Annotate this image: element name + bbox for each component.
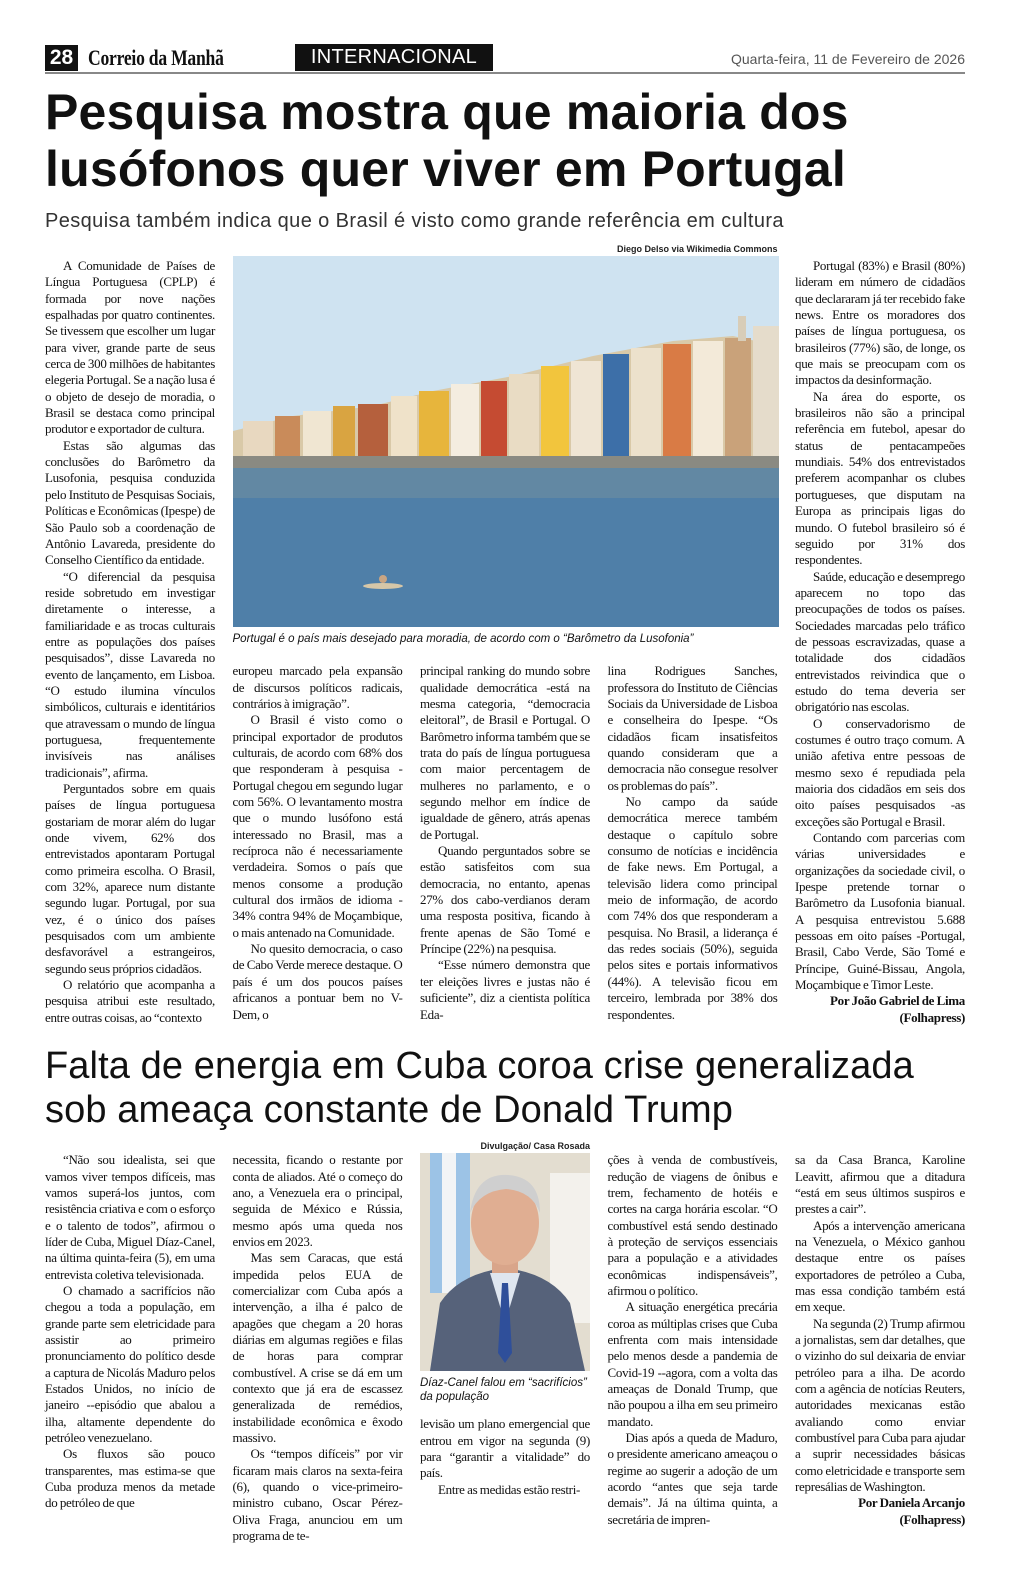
portrait-illustration [420,1153,590,1371]
article2-agency: (Folhapress) [899,1511,965,1527]
paragraph: Dias após a queda de Maduro, o presidente americano ameaçou o regime ao sugerir a adoção de um acordo “antes que seja tarde demais”. Já na última quinta, a secretária de impren- [607,1430,778,1527]
article1-body [45,243,985,1026]
paragraph: “O diferencial da pesquisa reside sobretudo em investigar diretamente o interesse, a familiaridade e as trocas culturais entre as populações dos países pesquisados”, disse Lavareda no evento de lançamento, em Lisboa. “O estudo ilumina vínculos simbólicos, culturais e identitários que atravessam o mundo de língua portuguesa, frequentemente invisíveis nas análises tradicionais”, afirma. [45,568,215,780]
article1-column-4 [608,663,778,1023]
article2-column-5 [795,1140,965,1528]
paragraph: Mas sem Caracas, que está impedida pelos EUA de comercializar com Cuba após a intervenção, a ilha é palco de apagões que chegam a 20 horas diárias em algumas regiões e filas de horas para comprar combustível. A crise se dá em um contexto que já era de escassez generalizada de remédios, instabilidade econômica e êxodo massivo. [232,1250,403,1445]
article1-headline: Pesquisa mostra que maioria dos lusófonos quer viver em Portugal [45,84,849,197]
paragraph: O conservadorismo de costumes é outro traço comum. A união afetiva entre pessoas de mesmo sexo é repudiada pela maioria dos cidadãos em seis dos oito países pesquisados -as exceções são Portugal e Brasil. [795,715,965,829]
article1-subtitle: Pesquisa também indica que o Brasil é visto como grande referência em cultura [45,210,784,232]
article1-agency: (Folhapress) [899,1009,965,1025]
article1-column-5 [795,243,965,1026]
issue-date: Quarta-feira, 11 de Fevereiro de 2026 [731,51,965,67]
porto-riverside-illustration [233,256,779,627]
paragraph: No quesito democracia, o caso de Cabo Verde merece destaque. O país é um dos poucos países africanos a pontuar bem no V-Dem, o [232,941,403,1022]
paragraph: A Comunidade de Países de Língua Portuguesa (CPLP) é formada por nove nações espalhadas por quatro continentes. Se tivessem que escolher um lugar para viver, grande parte de seus cerca de 300 milhões de habitantes elegeria Portugal. Se a nação lusa é o objeto de desejo de moradia, o Brasil se destaca como principal produtor e exportador de cultura. [45,258,215,437]
article1-column-2 [233,663,403,1023]
article2-column-3 [420,1416,590,1498]
paragraph: necessita, ficando o restante por conta de aliados. Até o começo do ano, a Venezuela era o principal, seguida de México e Rússia, mesmo após uma queda nos envios em 2023. [232,1152,403,1249]
paragraph: principal ranking do mundo sobre qualidade democrática -está na mesma categoria, “democracia eleitoral”, de Brasil e Portugal. O Barômetro informa também que se trata do país de língua portuguesa com maior percentagem de mulheres no parlamento, e o segundo melhor em índice de igualdade de gênero, atrás apenas de Portugal. [420,663,590,842]
paragraph: Na área do esporte, os brasileiros não são a principal referência em futebol, apesar do status de pentacampeões mundiais. 54% dos entrevistados preferem acompanhar os clubes portugueses, que disputam na Europa as principais ligas do mundo. O futebol brasileiro só é seguido por 31% dos respondentes. [795,388,965,568]
paragraph: A situação energética precária coroa as múltiplas crises que Cuba enfrenta com mais intensidade pelo menos desde a pandemia de Covid-19 --agora, com a volta das ameaças de Donald Trump, que não poupou a ilha em seu primeiro mandato. [607,1299,778,1429]
paragraph: “Não sou idealista, sei que vamos viver tempos difíceis, mas vamos superá-los juntos, com resistência criativa e com o esforço e o talento de todos”, afirmou o líder de Cuba, Miguel Díaz-Canel, na última quinta-feira (5), em uma entrevista coletiva televisionada. [45,1152,215,1282]
photo-caption: Portugal é o país mais desejado para moradia, de acordo com o “Barômetro da Lusofonia” [232,633,694,645]
article2-photo-column [420,1140,590,1498]
article2-column-2 [233,1140,403,1544]
article1-byline: Por João Gabriel de Lima [830,993,965,1009]
article2-column-5-text [795,1152,965,1495]
article2-body [45,1140,985,1544]
photo-credit: Diego Delso via Wikimedia Commons [617,244,778,254]
section-label: INTERNACIONAL [295,44,493,71]
paragraph: Portugal (83%) e Brasil (80%) lideram em número de cidadãos que declararam já ter recebido fake news. Entre os moradores dos países de língua portuguesa, os brasileiros (77%) são, de longe, os que mais se preocupam com os impactos da desinformação. [795,258,965,388]
article1-column-3 [420,663,590,1023]
paragraph: ções à venda de combustíveis, redução de viagens de ônibus e trem, fechamento de hotéis e cortes na carga horária escolar. “O combustível está sendo destinado à proteção de serviços essenciais para a população e a atividades econômicas indispensáveis”, afirmou o político. [607,1152,778,1298]
paragraph: No campo da saúde democrática merece também destaque o capítulo sobre consumo de notícias e incidência de fake news. Em Portugal, a televisão lidera como principal meio de informação, de acordo com 74% dos que responderam a pesquisa. No Brasil, a liderança é das redes sociais (50%), seguida pelos sites e portais informativos (44%). A televisão ficou em terceiro, lembrada por 38% dos respondentes. [607,794,778,1022]
paragraph: sa da Casa Branca, Karoline Leavitt, afirmou que a ditadura “está em seus últimos suspiros e prestes a cair”. [795,1152,965,1217]
photo-caption: Díaz-Canel falou em “sacrifícios” da população [420,1377,587,1404]
paragraph: Contando com parcerias com várias universidades e organizações da sociedade civil, o Ipespe pretende tornar o Barômetro da Lusofonia bianual. A pesquisa entrevistou 5.688 pessoas em oito países -Portugal, Brasil, Cabo Verde, São Tomé e Príncipe, Guiné-Bissau, Angola, Moçambique e Timor Leste. [795,830,965,993]
article1-column-1 [45,243,215,1026]
paragraph: lina Rodrigues Sanches, professora do Instituto de Ciências Sociais da Universidade de Lisboa e conselheira do Ipespe. “Os cidadãos ficam insatisfeitos quando consideram que a democracia não consegue resolver os problemas do país”. [607,663,778,793]
newspaper-logo: Correio da Manhã [88,45,224,70]
porto-riverside-photo [233,256,779,627]
paragraph: Quando perguntados sobre se estão satisfeitos com sua democracia, no entanto, apenas 27% dos cabo-verdianos deram uma resposta positiva, ficando à frente apenas de São Tomé e Príncipe (22%) na pesquisa. [420,843,590,957]
article2-byline: Por Daniela Arcanjo [858,1495,965,1511]
paragraph: Estas são algumas das conclusões do Barômetro da Lusofonia, pesquisa conduzida pelo Instituto de Pesquisas Sociais, Políticas e Econômicas (Ipespe) de São Paulo sob a coordenação de Antônio Lavareda, presidente do Conselho Científico da entidade. [45,437,215,568]
paragraph: O chamado a sacrifícios não chegou a toda a população, em grande parte sem eletricidade para assistir ao primeiro pronunciamento do político desde a captura de Nicolás Maduro pelos Estados Unidos, no início de janeiro --episódio que abalou a ilha, altamente dependente do petróleo venezuelano. [45,1282,215,1445]
article2-headline: Falta de energia em Cuba coroa crise generalizada sob ameaça constante de Donald Trump [45,1045,914,1132]
paragraph: Após a intervenção americana na Venezuela, o México ganhou destaque entre os países exportadores de petróleo a Cuba, mas essa condição também está em xeque. [795,1217,965,1315]
paragraph: “Esse número demonstra que ter eleições livres e justas não é suficiente”, diz a cientista política Eda- [420,957,590,1022]
paragraph: Na segunda (2) Trump afirmou a jornalistas, sem dar detalhes, que o vizinho do sul deixaria de enviar petróleo para a ilha. De acordo com a agência de notícias Reuters, autoridades mexicanas estão avaliando como enviar combustível para Cuba para ajudar a suprir necessidades básicas como eletricidade e transporte sem represálias de Washington. [795,1315,965,1495]
paragraph: europeu marcado pela expansão de discursos políticos radicais, contrários à imigração”. [232,663,403,711]
paragraph: Entre as medidas estão restri- [438,1481,581,1497]
paragraph: O Brasil é visto como o principal exportador de produtos culturais, de acordo com 68% dos que responderam à pesquisa - Portugal chegou em segundo lugar com 56%. O levantamento mostra que o mundo lusófono está interessado no Brasil, mas a recíproca não é necessariamente verdadeira. Somos o país que menos consome a produção cultural dos irmãos de idioma - 34% contra 94% de Moçambique, o mais antenado na Comunidade. [232,712,403,940]
article2-column-4 [608,1140,778,1528]
page-number: 28 [45,45,78,71]
paragraph: O relatório que acompanha a pesquisa atribui este resultado, entre outras coisas, ao “contexto [45,977,215,1025]
article2-column-1 [45,1140,215,1512]
paragraph: Os fluxos são pouco transparentes, mas estima-se que Cuba produza menos da metade do petróleo de que [45,1446,215,1511]
paragraph: Os “tempos difíceis” por vir ficaram mais claros na sexta-feira (6), quando o vice-primeiro-ministro cubano, Oscar Pérez-Oliva Fraga, anunciou em um programa de te- [232,1446,403,1544]
article1-photo-block [233,243,778,646]
paragraph: Saúde, educação e desemprego aparecem no topo das preocupações de todos os países. Sociedades marcadas pelo tráfico de pessoas escravizadas, quase a totalidade dos cidadãos entrevistados reivindica que o estudo do tema deveria ser obrigatório nas escolas. [795,568,965,715]
diaz-canel-portrait [420,1153,590,1371]
article1-column-5-text [795,258,965,993]
paragraph: levisão um plano emergencial que entrou em vigor na segunda (9) para “garantir a vitalidade” do país. [420,1416,590,1481]
paragraph: Perguntados sobre em quais países de língua portuguesa gostariam de morar além do lugar onde vivem, 62% dos entrevistados apontaram Portugal como primeira escolha. O Brasil, com 32%, aparece num distante segundo lugar. Portugal, por sua vez, é o único dos países pesquisados com um ambiente desfavorável a estrangeiros, segundo seus próprios cidadãos. [45,781,215,976]
photo-credit: Divulgação/ Casa Rosada [480,1141,590,1152]
